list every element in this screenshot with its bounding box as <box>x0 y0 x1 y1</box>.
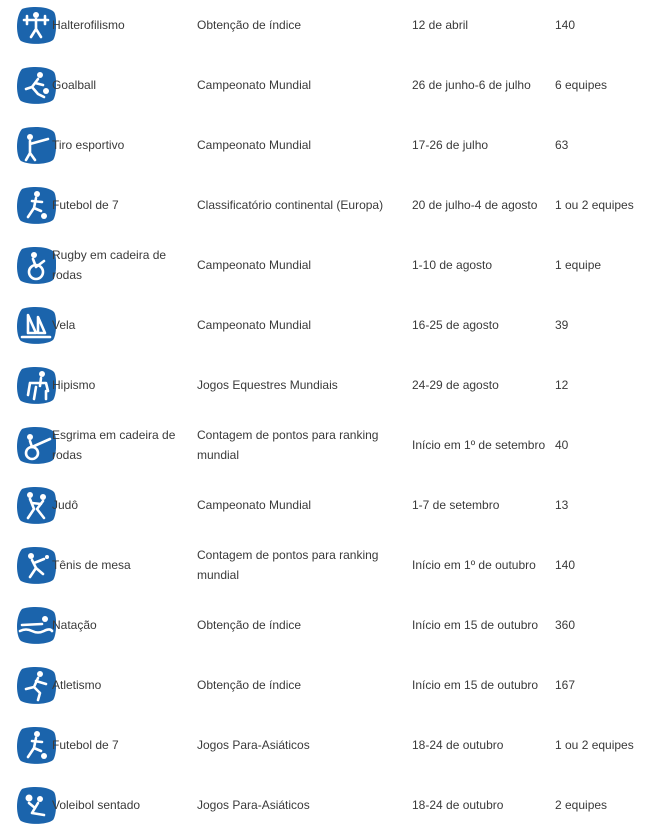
table-row <box>0 0 646 55</box>
table-row <box>0 595 646 655</box>
football-7-icon <box>16 727 56 764</box>
sport-name-cell <box>52 475 196 535</box>
sport-name-cell <box>52 115 196 175</box>
table-row <box>0 175 646 235</box>
goalball-icon <box>16 67 56 104</box>
sport-name: Rugby em cadeira de rodas <box>52 248 167 282</box>
sport-name: Natação <box>52 618 97 632</box>
weightlifting-icon <box>16 7 56 44</box>
quota-slots: 140 <box>555 558 576 572</box>
equestrian-icon <box>16 367 56 404</box>
sport-name: Voleibol sentado <box>52 798 141 812</box>
athletics-icon <box>16 667 56 704</box>
quota-slots: 1 ou 2 equipes <box>555 198 634 212</box>
sport-name: Atletismo <box>52 678 102 692</box>
event-date: Início em 15 de outubro <box>412 678 539 692</box>
quota-slots-cell <box>555 295 645 355</box>
event-date: 26 de junho-6 de julho <box>412 78 531 92</box>
sport-name-cell <box>52 295 196 355</box>
qualification-event: Campeonato Mundial <box>197 258 312 272</box>
event-date-cell <box>412 715 552 775</box>
sport-name: Hipismo <box>52 378 96 392</box>
sport-name-cell <box>52 0 196 55</box>
event-date: Início em 1º de setembro <box>412 438 546 452</box>
event-date-cell <box>412 115 552 175</box>
event-date-cell <box>412 175 552 235</box>
qualification-event: Campeonato Mundial <box>197 318 312 332</box>
qualification-event: Campeonato Mundial <box>197 78 312 92</box>
table-row <box>0 295 646 355</box>
wheelchair-rugby-icon <box>16 247 56 284</box>
qualification-event: Jogos Para-Asiáticos <box>197 798 310 812</box>
quota-slots: 140 <box>555 18 576 32</box>
quota-slots: 360 <box>555 618 576 632</box>
quota-slots-cell <box>555 55 645 115</box>
sport-name-cell <box>52 415 196 475</box>
wheelchair-fencing-icon <box>16 427 56 464</box>
sailing-icon <box>16 307 56 344</box>
qualification-event-cell <box>197 535 407 595</box>
quota-slots: 40 <box>555 438 569 452</box>
table-row <box>0 355 646 415</box>
table-row <box>0 775 646 835</box>
table-row <box>0 715 646 775</box>
qualification-event-cell <box>197 595 407 655</box>
sport-name: Futebol de 7 <box>52 198 119 212</box>
event-date-cell <box>412 0 552 55</box>
table-row <box>0 535 646 595</box>
qualification-event: Obtenção de índice <box>197 678 302 692</box>
quota-slots-cell <box>555 175 645 235</box>
qualification-event-cell <box>197 115 407 175</box>
event-date: 12 de abril <box>412 18 469 32</box>
judo-icon <box>16 487 56 524</box>
qualification-event-cell <box>197 55 407 115</box>
qualification-event-cell <box>197 415 407 475</box>
event-date-cell <box>412 535 552 595</box>
quota-slots-cell <box>555 775 645 835</box>
quota-slots-cell <box>555 595 645 655</box>
quota-slots: 13 <box>555 498 569 512</box>
qualification-event: Obtenção de índice <box>197 18 302 32</box>
swimming-icon <box>16 607 56 644</box>
qualification-event-cell <box>197 655 407 715</box>
event-date: Início em 15 de outubro <box>412 618 539 632</box>
event-date: 20 de julho-4 de agosto <box>412 198 538 212</box>
qualification-event-cell <box>197 175 407 235</box>
table-row <box>0 415 646 475</box>
sport-name-cell <box>52 595 196 655</box>
qualification-event: Contagem de pontos para ranking mundial <box>197 548 379 582</box>
sport-name: Tiro esportivo <box>52 138 125 152</box>
quota-slots-cell <box>555 655 645 715</box>
qualification-event-cell <box>197 355 407 415</box>
quota-slots-cell <box>555 715 645 775</box>
sport-name: Vela <box>52 318 76 332</box>
quota-slots-cell <box>555 415 645 475</box>
event-date-cell <box>412 775 552 835</box>
table-row <box>0 115 646 175</box>
table-tennis-icon <box>16 547 56 584</box>
qualification-event: Obtenção de índice <box>197 618 302 632</box>
quota-slots-cell <box>555 535 645 595</box>
sport-name-cell <box>52 535 196 595</box>
sport-name: Futebol de 7 <box>52 738 119 752</box>
quota-slots: 63 <box>555 138 569 152</box>
shooting-icon <box>16 127 56 164</box>
qualification-event: Contagem de pontos para ranking mundial <box>197 428 379 462</box>
qualification-event: Jogos Equestres Mundiais <box>197 378 338 392</box>
event-date: 18-24 de outubro <box>412 738 504 752</box>
sport-name: Halterofilismo <box>52 18 125 32</box>
table-row <box>0 55 646 115</box>
quota-slots-cell <box>555 0 645 55</box>
quota-slots: 1 equipe <box>555 258 602 272</box>
sport-name: Judô <box>52 498 79 512</box>
table-row <box>0 655 646 715</box>
sport-name-cell <box>52 235 196 295</box>
football-7-icon <box>16 187 56 224</box>
event-date: 17-26 de julho <box>412 138 489 152</box>
quota-slots: 1 ou 2 equipes <box>555 738 634 752</box>
qualification-event: Campeonato Mundial <box>197 498 312 512</box>
sport-name: Esgrima em cadeira de rodas <box>52 428 176 462</box>
sport-name-cell <box>52 175 196 235</box>
sport-name: Goalball <box>52 78 97 92</box>
event-date: 1-7 de setembro <box>412 498 500 512</box>
sport-name-cell <box>52 655 196 715</box>
qualification-event: Classificatório continental (Europa) <box>197 198 384 212</box>
qualification-event-cell <box>197 235 407 295</box>
quota-slots: 39 <box>555 318 569 332</box>
sport-name-cell <box>52 355 196 415</box>
event-date-cell <box>412 595 552 655</box>
event-date-cell <box>412 235 552 295</box>
quota-slots-cell <box>555 355 645 415</box>
qualification-event-cell <box>197 715 407 775</box>
table-row <box>0 235 646 295</box>
event-date-cell <box>412 55 552 115</box>
qualification-event-cell <box>197 775 407 835</box>
event-date-cell <box>412 475 552 535</box>
sitting-volleyball-icon <box>16 787 56 824</box>
sport-name-cell <box>52 55 196 115</box>
event-date: 1-10 de agosto <box>412 258 493 272</box>
quota-slots: 12 <box>555 378 569 392</box>
qualification-event: Campeonato Mundial <box>197 138 312 152</box>
qualification-event-cell <box>197 295 407 355</box>
event-date-cell <box>412 655 552 715</box>
event-date: 18-24 de outubro <box>412 798 504 812</box>
quota-slots: 6 equipes <box>555 78 608 92</box>
event-date-cell <box>412 295 552 355</box>
event-date: 16-25 de agosto <box>412 318 499 332</box>
quota-slots: 2 equipes <box>555 798 608 812</box>
quota-slots: 167 <box>555 678 576 692</box>
quota-slots-cell <box>555 475 645 535</box>
event-date: 24-29 de agosto <box>412 378 499 392</box>
sport-name-cell <box>52 715 196 775</box>
qualification-event-cell <box>197 0 407 55</box>
qualification-event-cell <box>197 475 407 535</box>
sport-name-cell <box>52 775 196 835</box>
qualification-event: Jogos Para-Asiáticos <box>197 738 310 752</box>
quota-slots-cell <box>555 115 645 175</box>
table-row <box>0 475 646 535</box>
event-date: Início em 1º de outubro <box>412 558 536 572</box>
quota-slots-cell <box>555 235 645 295</box>
sport-name: Tênis de mesa <box>52 558 131 572</box>
event-date-cell <box>412 355 552 415</box>
event-date-cell <box>412 415 552 475</box>
